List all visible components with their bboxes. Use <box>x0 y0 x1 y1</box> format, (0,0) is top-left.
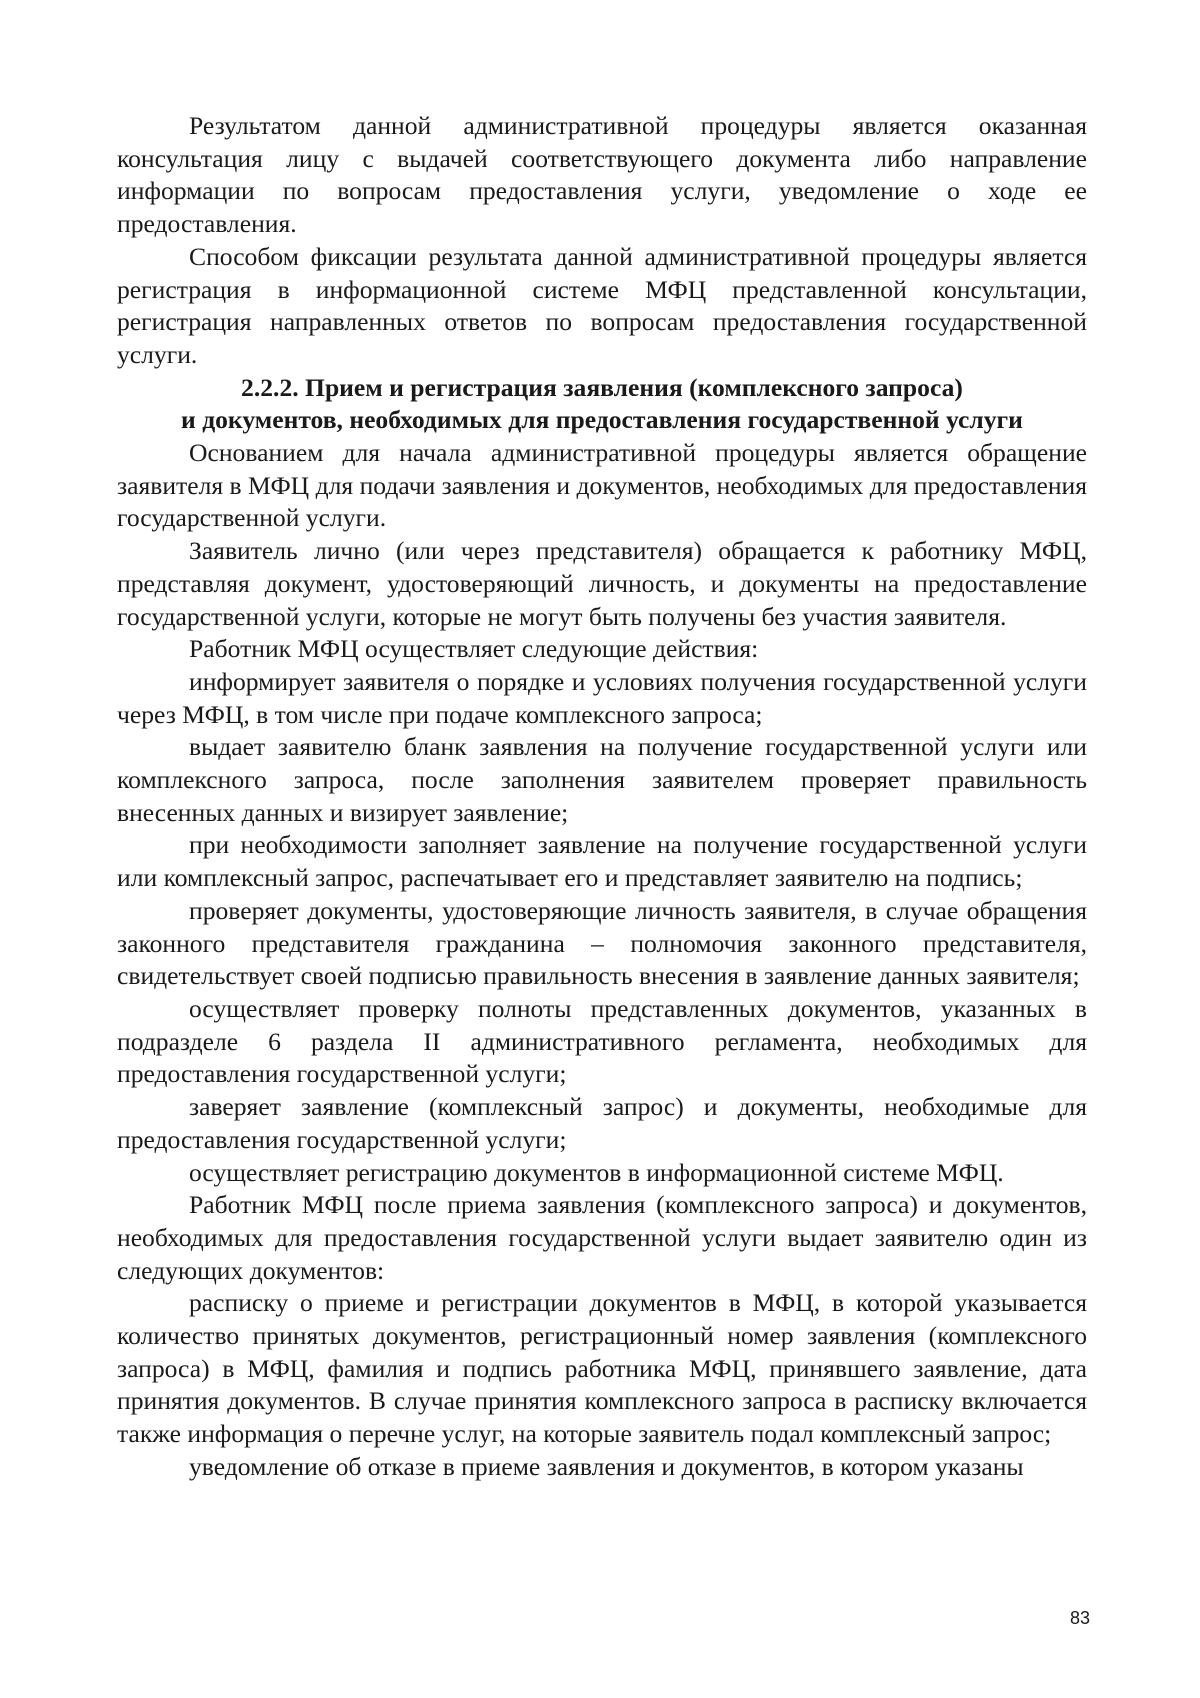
list-item: расписку о приеме и регистрации документов в МФЦ, в которой указывается количество принятых документов, регистрационный номер заявления (комплексного запроса) в МФЦ, фамилия и подпись работника МФЦ, принявшего заявление, дата принятия документов. В случае принятия комплексного запроса в расписку включается также информация о перечне услуг, на которые заявитель подал комплексный запрос; <box>117 1288 1087 1449</box>
list-item: при необходимости заполняет заявление на получение государственной услуги или комплексный запрос, распечатывает его и представляет заявителю на подпись; <box>117 830 1087 893</box>
list-item: выдает заявителю бланк заявления на получение государственной услуги или комплексного запроса, после заполнения заявителем проверяет правильность внесенных данных и визирует заявление; <box>117 732 1087 827</box>
page-number: 83 <box>1069 1608 1090 1628</box>
paragraph: Заявитель лично (или через представителя) обращается к работнику МФЦ, представляя документ, удостоверяющий личность, и документы на предоставление государственной услуги, которые не могут быть получены без участия заявителя. <box>117 536 1087 631</box>
list-item: осуществляет регистрацию документов в информационной системе МФЦ. <box>189 1157 1004 1187</box>
section-heading-line-1: 2.2.2. Прием и регистрация заявления (комплексного запроса) <box>241 372 963 402</box>
paragraph: Результатом данной административной процедуры является оказанная консультация лицу с выдачей соответствующего документа либо направление информации по вопросам предоставления услуги, уведомление о ходе ее предоставления. <box>117 111 1087 239</box>
section-heading-line-2: и документов, необходимых для предоставления государственной услуги <box>181 405 1023 435</box>
section-heading <box>117 372 1087 437</box>
paragraph: Основанием для начала административной процедуры является обращение заявителя в МФЦ для подачи заявления и документов, необходимых для предоставления государственной услуги. <box>117 438 1087 533</box>
list-item: уведомление об отказе в приеме заявления и документов, в котором указаны <box>189 1451 1024 1481</box>
document-page <box>117 110 1087 1484</box>
paragraph: Работник МФЦ после приема заявления (комплексного запроса) и документов, необходимых для предоставления государственной услуги выдает заявителю один из следующих документов: <box>117 1190 1087 1285</box>
paragraph: Способом фиксации результата данной административной процедуры является регистрация в информационной системе МФЦ представленной консультации, регистрация направленных ответов по вопросам предоставления государственной услуги. <box>117 241 1087 369</box>
list-item: осуществляет проверку полноты представленных документов, указанных в подразделе 6 раздела II административного регламента, необходимых для предоставления государственной услуги; <box>117 993 1087 1089</box>
list-item: заверяет заявление (комплексный запрос) и документы, необходимые для предоставления государственной услуги; <box>117 1092 1087 1154</box>
list-item: информирует заявителя о порядке и условиях получения государственной услуги через МФЦ, в том числе при подаче комплексного запроса; <box>117 666 1087 729</box>
list-item: проверяет документы, удостоверяющие личность заявителя, в случае обращения законного представителя гражданина – полномочия законного представителя, свидетельствует своей подписью правильность внесения в заявление данных заявителя; <box>117 895 1087 991</box>
paragraph: Работник МФЦ осуществляет следующие действия: <box>189 634 759 664</box>
